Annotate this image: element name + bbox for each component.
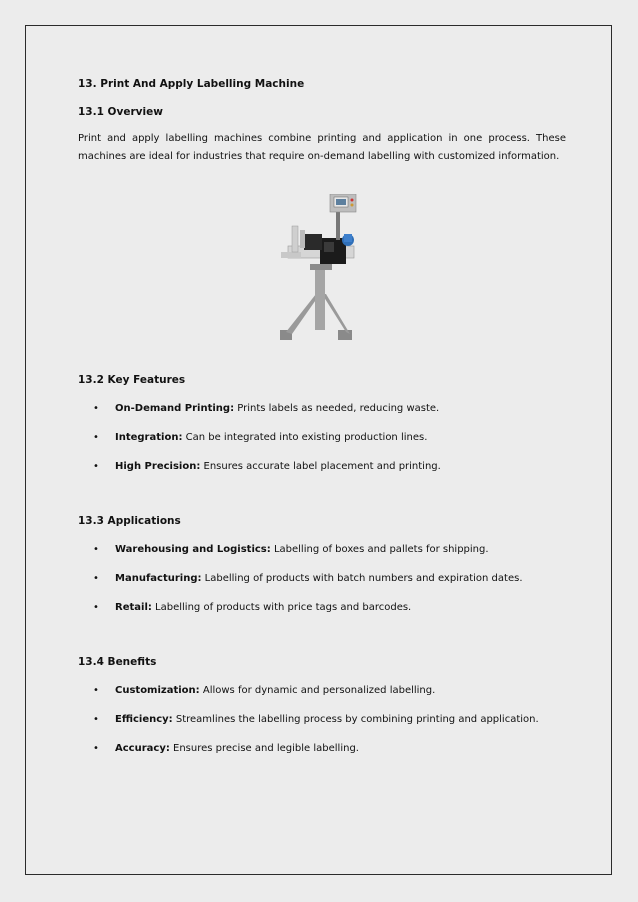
section-title: 13. Print And Apply Labelling Machine bbox=[78, 78, 305, 90]
bullet-icon: • bbox=[93, 403, 99, 414]
applications-heading: 13.3 Applications bbox=[78, 515, 181, 527]
bullet-icon: • bbox=[93, 432, 99, 443]
bullet-icon: • bbox=[93, 461, 99, 472]
bullet-icon: • bbox=[93, 714, 99, 725]
print-and-apply-machine-image bbox=[278, 194, 372, 344]
bullet-icon: • bbox=[93, 602, 99, 613]
bullet-icon: • bbox=[93, 573, 99, 584]
bullet-icon: • bbox=[93, 544, 99, 555]
features-heading: 13.2 Key Features bbox=[78, 374, 186, 386]
overview-heading: 13.1 Overview bbox=[78, 106, 163, 118]
bullet-icon: • bbox=[93, 685, 99, 696]
overview-paragraph: Print and apply labelling machines combine printing and application in one process. These machines are ideal for industries that require on-demand labelling with customized information. bbox=[78, 133, 566, 162]
benefits-heading: 13.4 Benefits bbox=[78, 656, 157, 668]
bullet-icon: • bbox=[93, 743, 99, 754]
document-page: 13. Print And Apply Labelling Machine 13.1 Overview Print and apply labelling machines combine printing and application in one process. These machines are ideal for industries that require on-demand labelling with customized information. 13.2 Key Features • On-Demand Printing: Prints labels as needed, reducing waste. • Integration: Can be integrated into existing production lines. • High Precision: Ensures accurate label placement and printing. 13.3 Applications • Warehousing and Logistics: Labelling of boxes and pallets for shipping. • Manufacturing: Labelling of products with batch numbers and expiration dates. • Retail: Labelling of products with price tags and barcodes. 13.4 Benefits • Customization: Allows for dynamic and personalized labelling. • Efficiency: Streamlines the labelling process by combining printing and application. • Accuracy: Ensures precise and legible labelling. bbox=[25, 25, 612, 875]
